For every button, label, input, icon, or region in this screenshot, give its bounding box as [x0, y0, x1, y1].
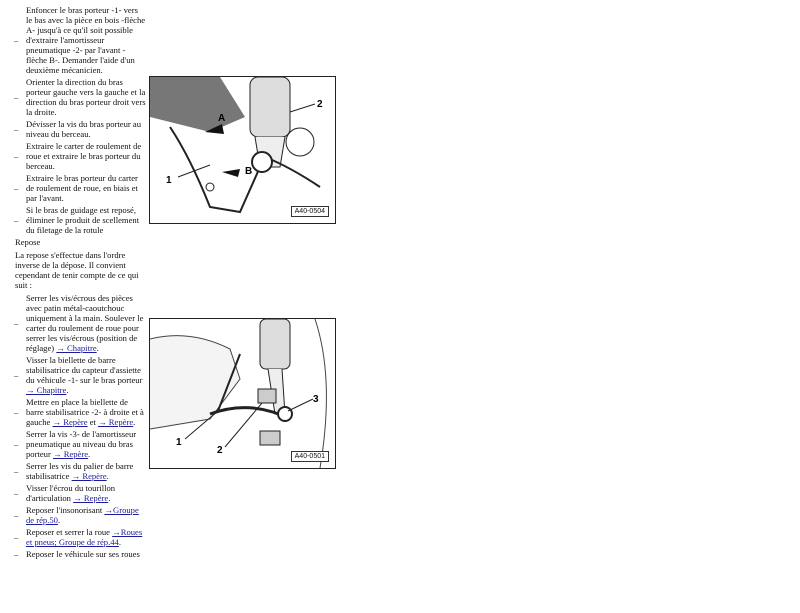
step-text	[26, 483, 146, 503]
removal-steps-list	[0, 5, 148, 235]
list-item	[0, 483, 148, 503]
list-item	[0, 205, 148, 235]
step-text-end: .	[106, 471, 109, 481]
bullet-dash: –	[14, 407, 19, 417]
step-text	[26, 397, 146, 427]
list-item	[0, 5, 148, 75]
step-text-body: Dévisser la vis du bras porteur au niveau du berceau.	[26, 119, 142, 139]
bullet-dash: –	[14, 183, 19, 193]
cross-reference-link[interactable]: → Repère	[52, 449, 89, 459]
document-body	[0, 5, 148, 561]
step-text	[26, 173, 146, 203]
list-item	[0, 527, 148, 547]
list-item	[0, 141, 148, 171]
step-text	[26, 549, 146, 559]
step-text-body: Enfoncer le bras porteur -1- vers le bas avec la pièce en bois -flèche A- jusqu'à ce qu'il soit possible d'extraire l'amortisseur pneumatique -2- par l'avant -flèche B-. Demander l'aide d'un deuxième mécanicien.	[26, 5, 146, 75]
figure-caption: A40-0504	[291, 206, 329, 217]
list-item	[0, 355, 148, 395]
step-text	[26, 5, 146, 75]
repose-heading: Repose	[15, 237, 41, 247]
step-text-body: Orienter la direction du bras porteur gauche vers la gauche et la direction du bras porteur droit vers la droite.	[26, 77, 146, 117]
callout-b: B	[245, 166, 253, 177]
step-text-end: .	[57, 515, 61, 525]
step-text-body: Reposer l'insonorisant	[26, 505, 105, 515]
callout-2: 2	[317, 99, 323, 110]
step-text	[26, 293, 146, 353]
install-steps-list	[0, 293, 148, 559]
step-text-body: Serrer les vis du palier de barre stabilisatrice	[26, 461, 134, 481]
figure-stabilizer-link	[149, 318, 336, 469]
step-text-body: Reposer le véhicule sur ses roues	[26, 549, 140, 559]
list-item	[0, 173, 148, 203]
step-text	[26, 429, 146, 459]
bullet-dash: –	[14, 318, 19, 328]
illustration-air-strut-arm	[150, 77, 335, 223]
cross-reference-link[interactable]: → Chapitre	[56, 343, 97, 353]
list-item	[0, 461, 148, 481]
step-text-body: Visser la biellette de barre stabilisatrice du capteur d'assiette du véhicule -1- sur le bras porteur	[26, 355, 143, 385]
list-item	[0, 429, 148, 459]
bullet-dash: –	[14, 488, 19, 498]
step-text-end: .	[66, 385, 69, 395]
step-text	[26, 505, 146, 525]
list-item	[0, 293, 148, 353]
bullet-dash: –	[14, 151, 19, 161]
figure-caption: A40-0501	[291, 451, 329, 462]
figure-wheel-carrier-removal	[149, 76, 336, 224]
step-text-end: .	[118, 537, 121, 547]
step-text-body: Extraire le bras porteur du carter de roulement de roue, en biais et par l'avant.	[26, 173, 138, 203]
step-text-body: Mettre en place la biellette de barre stabilisatrice -2- à droite et à gauche	[26, 397, 144, 427]
step-text-body: Serrer la vis -3- de l'amortisseur pneumatique au niveau du bras porteur	[26, 429, 137, 459]
cross-reference-link[interactable]: → Repère	[98, 417, 134, 427]
cross-reference-link[interactable]: →Groupe de rép.50	[26, 505, 139, 525]
list-item	[0, 397, 148, 427]
illustration-stabilizer-link	[150, 319, 335, 468]
bullet-dash: –	[14, 532, 19, 542]
step-text	[26, 355, 146, 395]
list-item	[0, 549, 148, 559]
bullet-dash: –	[14, 35, 19, 45]
step-text	[26, 77, 146, 117]
list-item	[0, 119, 148, 139]
callout-1: 1	[166, 175, 172, 186]
step-text	[26, 141, 146, 171]
repose-intro: La repose s'effectue dans l'ordre inverse de la dépose. Il convient cependant de tenir compte de ce qui suit :	[15, 250, 139, 290]
bullet-dash: –	[14, 370, 19, 380]
cross-reference-link[interactable]: → Repère	[52, 417, 88, 427]
callout-1: 1	[176, 437, 182, 448]
step-text-end: .	[96, 343, 99, 353]
list-item	[0, 77, 148, 117]
step-text	[26, 461, 146, 481]
bullet-dash: –	[14, 92, 19, 102]
step-text-end: .	[88, 449, 91, 459]
step-text-joiner: et	[87, 417, 99, 427]
bullet-dash: –	[14, 466, 19, 476]
step-text	[26, 205, 146, 235]
bullet-dash: –	[14, 549, 19, 559]
step-text	[26, 527, 146, 547]
cross-reference-link[interactable]: → Repère	[71, 471, 107, 481]
step-text-body: Serrer les vis/écrous des pièces avec patin métal-caoutchouc uniquement à la main. Soulever le carter du roulement de roue pour serrer les vis/écrous (position de réglage)	[26, 293, 144, 353]
callout-a: A	[218, 113, 226, 124]
cross-reference-link[interactable]: → Chapitre	[26, 385, 67, 395]
cross-reference-link[interactable]: → Repère	[73, 493, 109, 503]
step-text-end: .	[108, 493, 111, 503]
step-text-body: Visser l'écrou du tourillon d'articulation	[26, 483, 116, 503]
step-text	[26, 119, 146, 139]
callout-2: 2	[217, 445, 223, 456]
bullet-dash: –	[14, 439, 19, 449]
bullet-dash: –	[14, 510, 19, 520]
bullet-dash: –	[14, 215, 19, 225]
callout-3: 3	[313, 394, 319, 405]
step-text-end: .	[133, 417, 136, 427]
step-text-body: Si le bras de guidage est reposé, éliminer le produit de scellement du filetage de la rotule	[26, 205, 140, 235]
step-text-body: Extraire le carter de roulement de roue et extraire le bras porteur du berceau.	[26, 141, 142, 171]
bullet-dash: –	[14, 124, 19, 134]
step-text-body: Reposer et serrer la roue	[26, 527, 113, 537]
cross-reference-link[interactable]: →Roues et pneus; Groupe de rép.44	[26, 527, 143, 547]
list-item	[0, 505, 148, 525]
